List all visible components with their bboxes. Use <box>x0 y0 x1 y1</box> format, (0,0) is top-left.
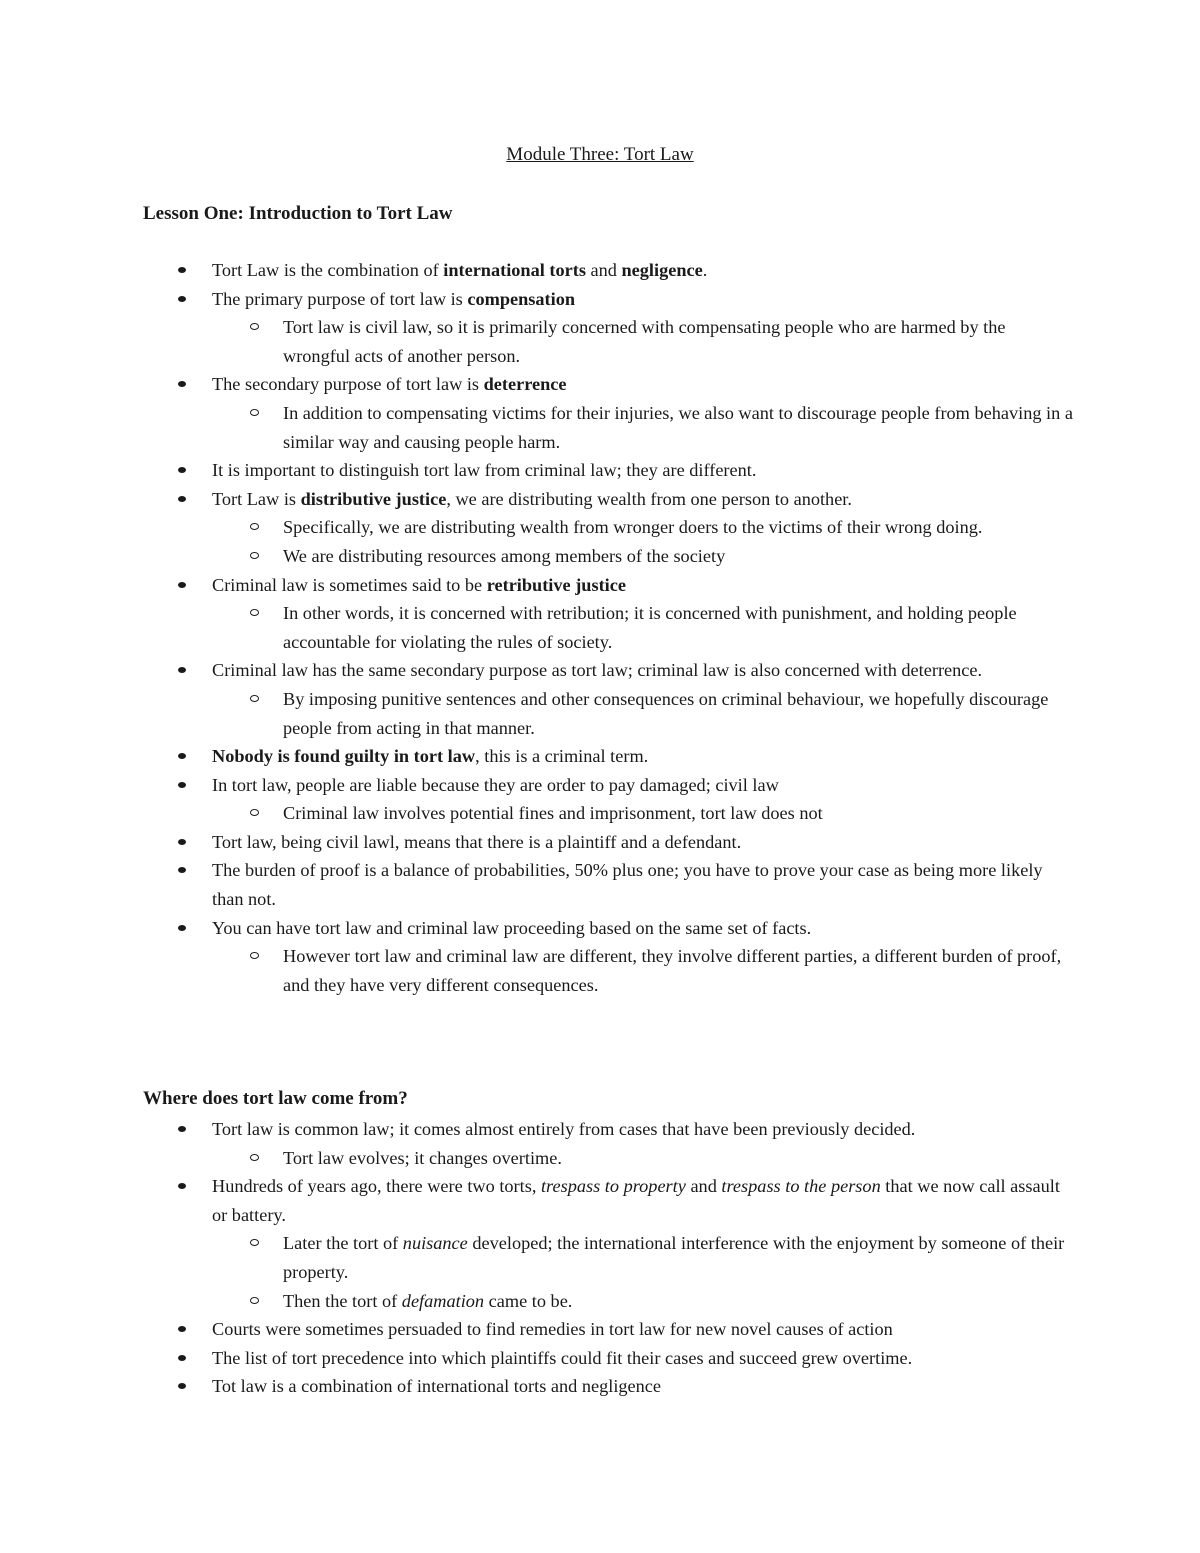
text-run: However tort law and criminal law are different, they involve different parties, a different burden of proof, and they have very different consequences. <box>283 946 1062 995</box>
text-run: and <box>585 260 622 280</box>
bullet-dot-icon <box>178 1183 186 1189</box>
bullet-circle-icon <box>250 409 259 416</box>
text-run: The secondary purpose of tort law is <box>212 374 484 395</box>
sub-list-item <box>0 1229 1073 1286</box>
list-item <box>0 1344 1072 1373</box>
bullet-dot-icon <box>178 1355 186 1361</box>
bold-text: compensation <box>467 288 576 309</box>
sub-list-item <box>0 513 1073 542</box>
list-item <box>0 742 1072 771</box>
text-run: Hundreds of years ago, there were two torts, <box>212 1176 541 1197</box>
list-item <box>0 828 1072 857</box>
list-item <box>0 256 1072 285</box>
text-run: You can have tort law and criminal law proceeding based on the same set of facts. <box>212 917 812 938</box>
sub-list-item <box>0 942 1073 999</box>
text-run: Tort Law is the combination of <box>212 260 444 280</box>
bullet-dot-icon <box>178 496 186 502</box>
bullet-circle-icon <box>250 695 259 702</box>
bullet-circle-icon <box>250 552 259 559</box>
text-run: Criminal law has the same secondary purpose as tort law; criminal law is also concerned with deterrence. <box>212 660 983 681</box>
bullet-circle-icon <box>250 952 259 959</box>
bullet-dot-icon <box>178 381 186 387</box>
bullet-dot-icon <box>178 867 186 873</box>
bullet-dot-icon <box>178 753 186 759</box>
bullet-dot-icon <box>178 582 186 588</box>
text-run: In other words, it is concerned with retribution; it is concerned with punishment, and holding people accountable for violating the rules of society. <box>283 603 1017 652</box>
text-run: Tort law is common law; it comes almost entirely from cases that have been previously decided. <box>212 1119 916 1139</box>
text-run: . <box>702 260 708 280</box>
bullet-dot-icon <box>178 667 186 673</box>
lesson-heading: Lesson One: Introduction to Tort Law <box>143 203 453 224</box>
bullet-dot-icon <box>178 925 186 931</box>
bold-text: retributive justice <box>486 574 626 595</box>
text-run: The list of tort precedence into which plaintiffs could fit their cases and succeed grew overtime. <box>212 1347 913 1368</box>
sub-list-item <box>0 313 1073 370</box>
text-run: Criminal law is sometimes said to be <box>212 574 487 595</box>
bullet-dot-icon <box>178 782 186 788</box>
intro-bullet-list <box>0 256 1200 999</box>
bullet-dot-icon <box>178 1326 186 1332</box>
text-run: Specifically, we are distributing wealth from wronger doers to the victims of their wrong doing. <box>283 517 983 538</box>
text-run: Tort law is civil law, so it is primarily concerned with compensating people who are harmed by the wrongful acts of another person. <box>283 317 1006 366</box>
bullet-circle-icon <box>250 1297 259 1304</box>
sub-list-item <box>0 542 1073 571</box>
list-item <box>0 914 1072 943</box>
list-item <box>0 856 1072 913</box>
bold-text: Nobody is found guilty in tort law <box>212 746 476 767</box>
bullet-dot-icon <box>178 1126 186 1132</box>
text-run: Criminal law involves potential fines and imprisonment, tort law does not <box>283 803 823 824</box>
list-item <box>0 370 1072 399</box>
list-item <box>0 1372 1072 1401</box>
italic-text: defamation <box>401 1290 485 1311</box>
text-run: came to be. <box>484 1290 573 1311</box>
text-run: The burden of proof is a balance of probabilities, 50% plus one; you have to prove your case as being more likely than not. <box>212 860 1043 910</box>
section-heading: Where does tort law come from? <box>143 1088 408 1109</box>
text-run: We are distributing resources among members of the society <box>283 545 726 566</box>
text-run: developed; the international interference with the enjoyment by someone of their property. <box>283 1233 1065 1282</box>
text-run: Tort law evolves; it changes overtime. <box>283 1147 562 1168</box>
bullet-dot-icon <box>178 839 186 845</box>
italic-text: trespass to property <box>540 1176 686 1197</box>
sub-list-item <box>0 399 1073 456</box>
list-item <box>0 571 1072 600</box>
list-item <box>0 456 1072 485</box>
list-item <box>0 1115 1072 1144</box>
text-run: , this is a criminal term. <box>475 746 649 767</box>
document-title: Module Three: Tort Law <box>506 144 694 165</box>
text-run: Courts were sometimes persuaded to find remedies in tort law for new novel causes of action <box>212 1319 893 1340</box>
bullet-dot-icon <box>178 296 186 302</box>
text-run: Tot law is a combination of international torts and negligence <box>212 1376 662 1397</box>
italic-text: nuisance <box>402 1233 468 1254</box>
list-item <box>0 1315 1072 1344</box>
text-run: By imposing punitive sentences and other consequences on criminal behaviour, we hopefully discourage people from acting in that manner. <box>283 688 1049 738</box>
bold-text: deterrence <box>483 374 567 395</box>
origin-bullet-list <box>0 1115 1200 1401</box>
sub-list-item <box>0 685 1073 742</box>
list-item <box>0 771 1072 800</box>
text-run: In addition to compensating victims for their injuries, we also want to discourage people from behaving in a similar way and causing people harm. <box>283 402 1073 452</box>
bold-text: international torts <box>443 260 586 280</box>
bullet-dot-icon <box>178 1383 186 1389</box>
bullet-circle-icon <box>250 1239 259 1246</box>
italic-text: trespass to the person <box>721 1176 881 1197</box>
sub-list-item <box>0 1144 1073 1173</box>
text-run: Then the tort of <box>283 1290 402 1311</box>
bullet-circle-icon <box>250 609 259 616</box>
text-run: It is important to distinguish tort law from criminal law; they are different. <box>212 460 757 481</box>
text-run: and <box>685 1176 722 1197</box>
bold-text: negligence <box>621 260 703 280</box>
bullet-circle-icon <box>250 1154 259 1161</box>
text-run: Tort Law is <box>212 488 301 509</box>
text-run: The primary purpose of tort law is <box>212 288 468 309</box>
bullet-circle-icon <box>250 809 259 816</box>
sub-list-item <box>0 799 1073 828</box>
list-item <box>0 285 1072 314</box>
bullet-dot-icon <box>178 267 186 273</box>
text-run: Tort law, being civil lawl, means that there is a plaintiff and a defendant. <box>212 831 742 852</box>
bold-text: distributive justice <box>300 488 447 509</box>
bullet-circle-icon <box>250 323 259 330</box>
bullet-dot-icon <box>178 467 186 473</box>
text-run: In tort law, people are liable because they are order to pay damaged; civil law <box>212 774 779 795</box>
bullet-circle-icon <box>250 523 259 530</box>
list-item <box>0 485 1072 514</box>
text-run: , we are distributing wealth from one person to another. <box>446 488 852 509</box>
sub-list-item <box>0 599 1073 656</box>
sub-list-item <box>0 1287 1073 1316</box>
list-item <box>0 656 1072 685</box>
text-run: that we now call assault or battery. <box>212 1176 1060 1225</box>
text-run: Later the tort of <box>283 1233 403 1254</box>
list-item <box>0 1172 1072 1229</box>
